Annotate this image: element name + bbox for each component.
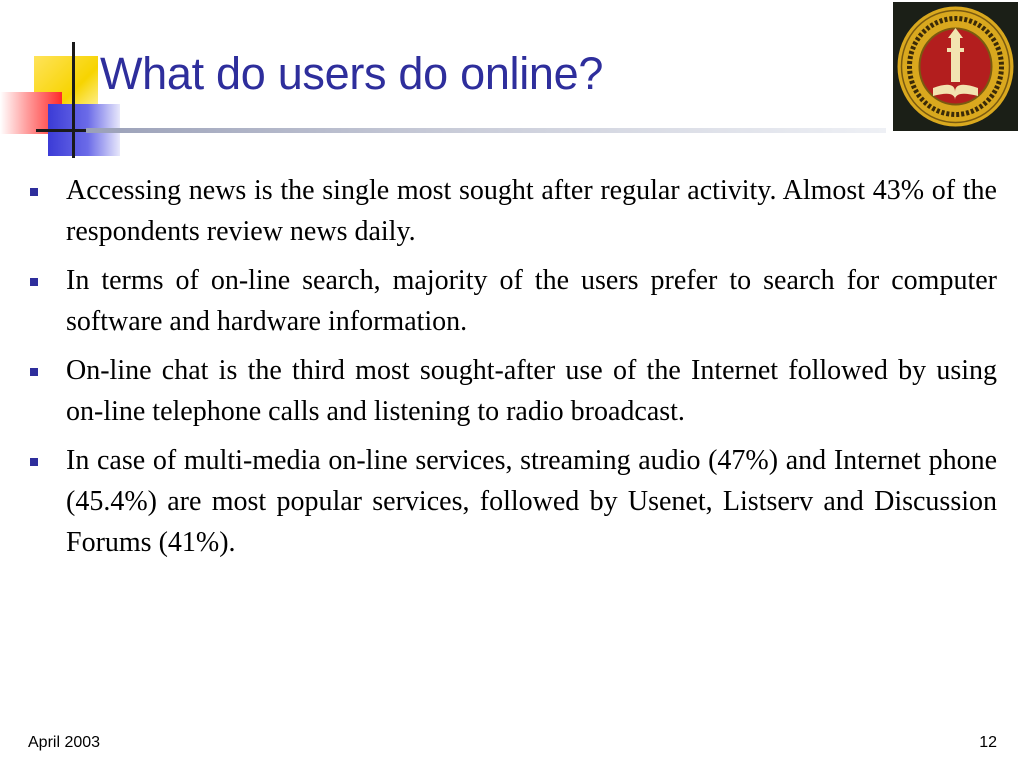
bullet-text: In case of multi-media on-line services, streaming audio (47%) and Internet phone (45.4%) are most popular services, followed by Usenet, Listserv and Discussion Forums (41%).: [66, 445, 997, 558]
bullet-item: [22, 440, 997, 563]
slide-title: What do users do online?: [100, 48, 604, 99]
page-number: 12: [979, 734, 997, 751]
title-underline: [86, 128, 886, 133]
square-bullet-icon: [30, 368, 38, 376]
bullet-item: [22, 170, 997, 252]
seal-icon: [893, 2, 1018, 131]
bullet-list: [22, 170, 997, 563]
bullet-text: On-line chat is the third most sought-after use of the Internet followed by using on-line telephone calls and listening to radio broadcast.: [66, 355, 997, 427]
decorative-vertical-line: [72, 42, 75, 158]
bullet-text: Accessing news is the single most sought after regular activity. Almost 43% of the respondents review news daily.: [66, 175, 997, 247]
bullet-item: [22, 260, 997, 342]
square-bullet-icon: [30, 188, 38, 196]
square-bullet-icon: [30, 458, 38, 466]
bullet-item: [22, 350, 997, 432]
university-seal-logo: [893, 2, 1018, 131]
square-bullet-icon: [30, 278, 38, 286]
footer-date: April 2003: [28, 734, 101, 751]
bullet-text: In terms of on-line search, majority of the users prefer to search for computer software and hardware information.: [66, 265, 997, 337]
slide-content: [22, 170, 997, 571]
